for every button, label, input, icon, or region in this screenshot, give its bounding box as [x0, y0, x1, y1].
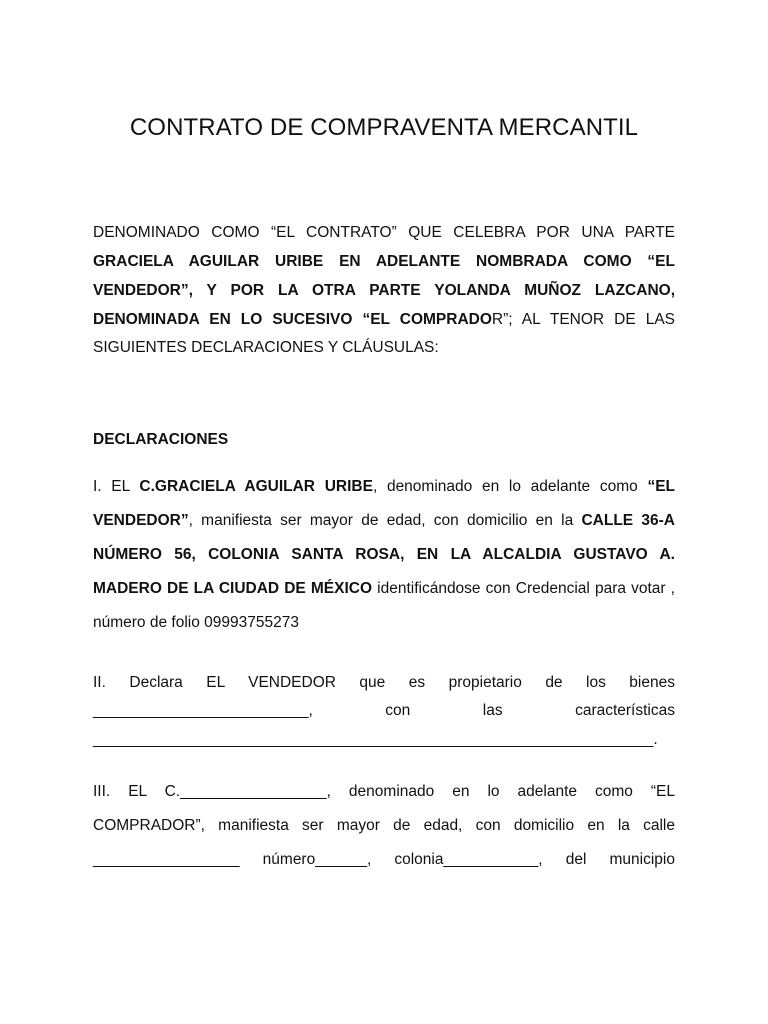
declaration-line [93, 477, 675, 497]
bold-text: CALLE 36-A [581, 512, 675, 529]
text-run: _________________ número______, colonia___________, del municipio [93, 851, 675, 868]
text-run: DENOMINADO COMO “EL CONTRATO” QUE CELEBRA POR UNA PARTE [93, 224, 675, 241]
text-run: identificándose con Credencial para votar , [372, 580, 675, 597]
declaration-line [93, 782, 675, 802]
bold-text: NÚMERO 56, COLONIA SANTA ROSA, EN LA ALCALDIA GUSTAVO A. [93, 546, 675, 563]
text-run: SIGUIENTES DECLARACIONES Y CLÁUSULAS: [93, 339, 439, 356]
bold-text: DENOMINADA EN LO SUCESIVO “EL COMPRADO [93, 311, 492, 328]
intro-line [93, 338, 675, 358]
text-run: II. Declara EL VENDEDOR que es propietario de los bienes [93, 674, 675, 691]
intro-line [93, 252, 675, 272]
text-run: _________________________, con las características [93, 702, 675, 719]
declarations-heading: DECLARACIONES [93, 431, 229, 448]
declaration-line [93, 613, 675, 633]
declaration-line [93, 701, 675, 721]
declaration-line [93, 579, 675, 599]
bold-text: VENDEDOR” [93, 512, 189, 529]
document-title: CONTRATO DE COMPRAVENTA MERCANTIL [129, 114, 639, 141]
intro-line [93, 281, 675, 301]
bold-text: VENDEDOR”, Y POR LA OTRA PARTE YOLANDA MUÑOZ LAZCANO, [93, 282, 675, 299]
declaration-line [93, 673, 675, 693]
declaration-line [93, 850, 675, 870]
bold-text: “EL [647, 478, 675, 495]
declaration-line [93, 511, 675, 531]
text-run: I. EL [93, 478, 140, 495]
intro-line [93, 310, 675, 330]
bold-text: GRACIELA AGUILAR URIBE EN ADELANTE NOMBRADA COMO “EL [93, 253, 675, 270]
declaration-line [93, 545, 675, 565]
intro-line [93, 223, 675, 243]
bold-text: C.GRACIELA AGUILAR URIBE [139, 478, 373, 495]
bold-text: MADERO DE LA CIUDAD DE MÉXICO [93, 580, 373, 597]
text-run: , denominado en lo adelante como [372, 478, 648, 495]
text-run: R”; AL TENOR DE LAS [491, 311, 675, 328]
declaration-line [93, 816, 675, 836]
text-run: _________________________________________________________________. [93, 731, 658, 748]
declaration-line [93, 730, 675, 750]
text-run: III. EL C._________________, denominado en lo adelante como “EL [93, 783, 675, 800]
text-run: número de folio 09993755273 [93, 614, 299, 631]
text-run: , manifiesta ser mayor de edad, con domicilio en la [188, 512, 582, 529]
text-run: COMPRADOR”, manifiesta ser mayor de edad, con domicilio en la calle [93, 817, 675, 834]
